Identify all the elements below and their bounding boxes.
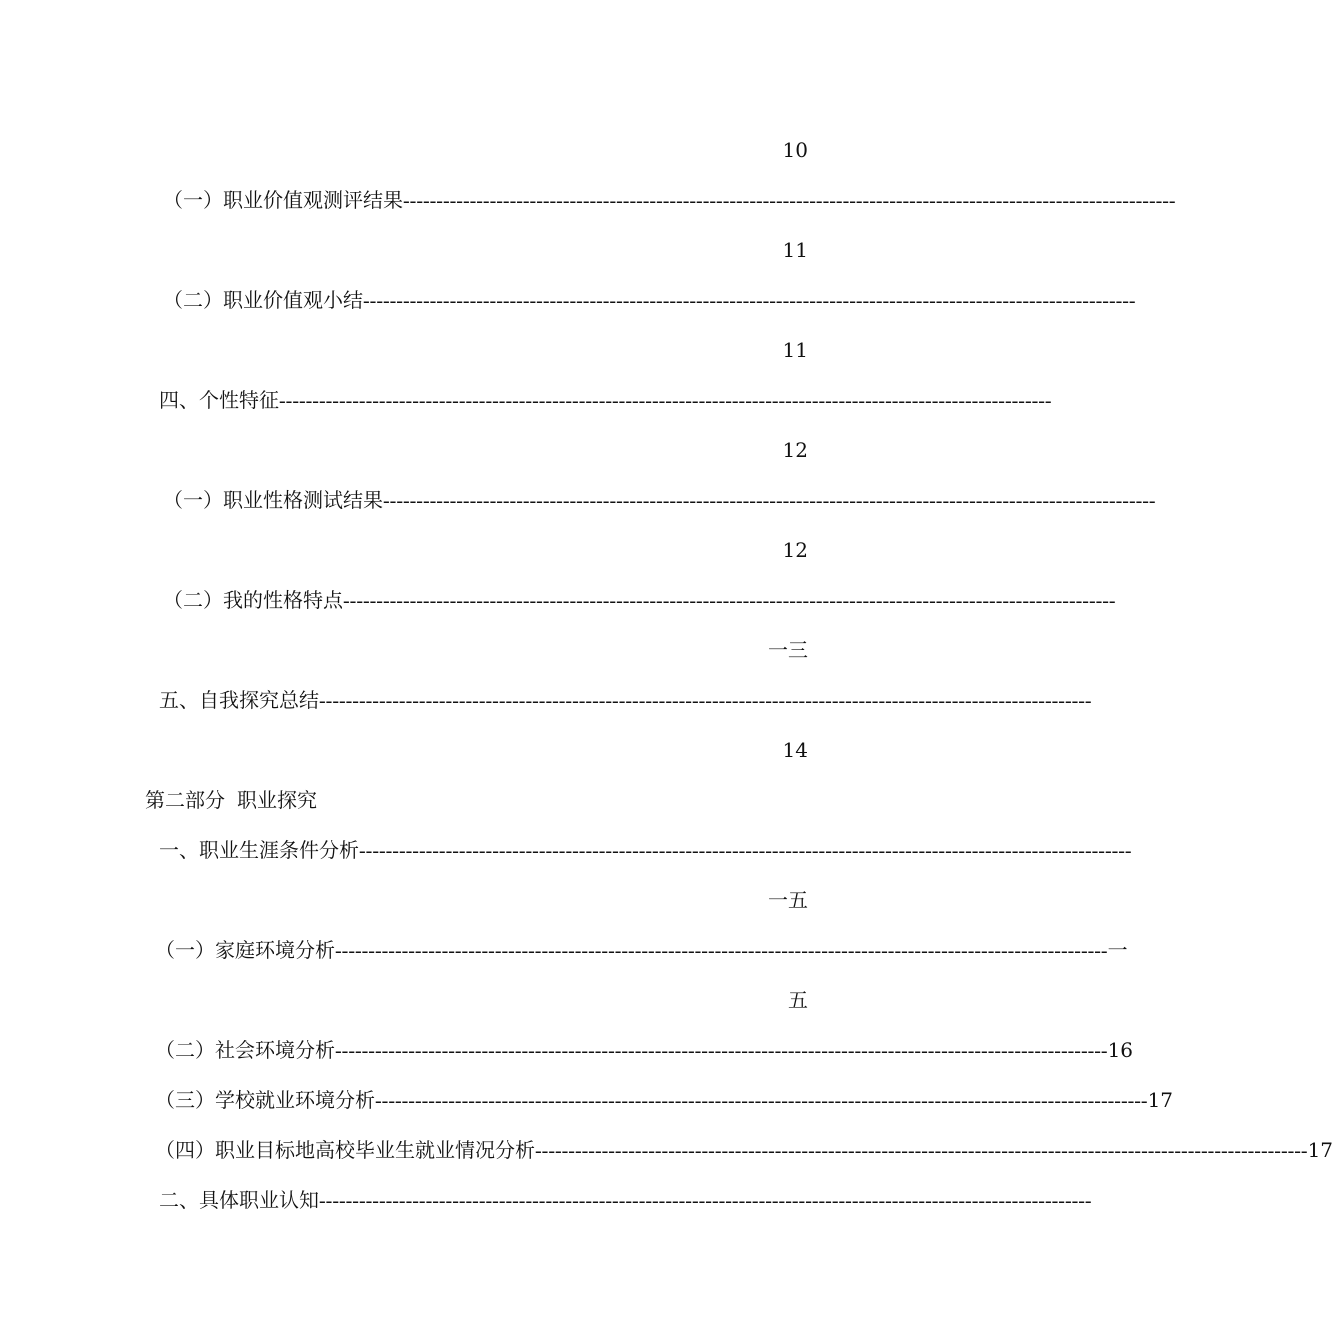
toc-leader-dots: -------------------------------------------------------------------------------------------------------------------- [535, 1140, 1308, 1162]
toc-leader-dots: -------------------------------------------------------------------------------------------------------------------- [279, 390, 1052, 412]
toc-leader-dots: -------------------------------------------------------------------------------------------------------------------- [363, 290, 1136, 312]
toc-entry-label: （三）学校就业环境分析 [155, 1088, 375, 1112]
toc-leader-dots: -------------------------------------------------------------------------------------------------------------------- [375, 1090, 1148, 1112]
toc-entry-label: 二、具体职业认知 [159, 1188, 319, 1212]
toc-entry-label: （一）职业价值观测评结果 [163, 188, 403, 212]
toc-page-number: 17 [1147, 1088, 1174, 1112]
toc-entry-career-conditions[interactable] [145, 835, 1132, 865]
toc-entry-values-assessment[interactable] [145, 185, 1176, 215]
toc-entry-personality[interactable] [145, 385, 1052, 415]
toc-entry-label: （一）家庭环境分析 [155, 938, 335, 962]
toc-leader-dots: -------------------------------------------------------------------------------------------------------------------- [319, 690, 1092, 712]
toc-part-title: 职业探究 [237, 788, 317, 812]
toc-entry-values-summary[interactable] [145, 285, 1136, 315]
toc-entry-label: 一、职业生涯条件分析 [159, 838, 359, 862]
toc-entry-my-traits[interactable] [145, 585, 1116, 615]
toc-entry-self-exploration-summary[interactable] [145, 685, 1092, 715]
toc-leader-dots: -------------------------------------------------------------------------------------------------------------------- [359, 840, 1132, 862]
toc-entry-label: 五、自我探究总结 [159, 688, 319, 712]
toc-entry-label: （二）社会环境分析 [155, 1038, 335, 1062]
toc-entry-family-environment[interactable] [145, 935, 1128, 965]
toc-entry-label: （二）我的性格特点 [163, 588, 343, 612]
toc-entry-label: 四、个性特征 [159, 388, 279, 412]
toc-entry-label: （一）职业性格测试结果 [163, 488, 383, 512]
toc-leader-dots: -------------------------------------------------------------------------------------------------------------------- [343, 590, 1116, 612]
toc-leader-dots: -------------------------------------------------------------------------------------------------------------------- [319, 1190, 1092, 1212]
toc-entry-specific-career[interactable] [145, 1185, 1092, 1215]
toc-page-number: 10 [782, 138, 808, 162]
toc-page-number: 16 [1107, 1038, 1134, 1062]
toc-page-number: 一五 [768, 888, 808, 912]
toc-part-label: 第二部分 [145, 788, 225, 812]
toc-entry-label: （四）职业目标地高校毕业生就业情况分析 [155, 1138, 535, 1162]
toc-page-number: 11 [782, 338, 808, 362]
toc-entry-social-environment[interactable] [145, 1035, 1134, 1065]
toc-leader-dots: -------------------------------------------------------------------------------------------------------------------- [403, 190, 1176, 212]
toc-entry-school-employment[interactable] [145, 1085, 1174, 1115]
toc-page-number: 12 [782, 538, 808, 562]
toc-entry-graduate-employment[interactable] [145, 1135, 1333, 1165]
toc-page-number: 一三 [768, 638, 808, 662]
toc-part-heading[interactable] [145, 785, 808, 815]
toc-page-number: 17 [1307, 1138, 1333, 1162]
toc-leader-dots: -------------------------------------------------------------------------------------------------------------------- [383, 490, 1156, 512]
toc-page-number: 五 [788, 988, 808, 1012]
toc-page-number: 14 [782, 738, 808, 762]
toc-entry-label: （二）职业价值观小结 [163, 288, 363, 312]
toc-page-number: 12 [782, 438, 808, 462]
toc-leader-dots: -------------------------------------------------------------------------------------------------------------------- [335, 1040, 1108, 1062]
toc-page-number: 一 [1107, 938, 1128, 962]
toc-leader-dots: -------------------------------------------------------------------------------------------------------------------- [335, 940, 1108, 962]
toc-entry-personality-test[interactable] [145, 485, 1156, 515]
toc-page-number: 11 [782, 238, 808, 262]
